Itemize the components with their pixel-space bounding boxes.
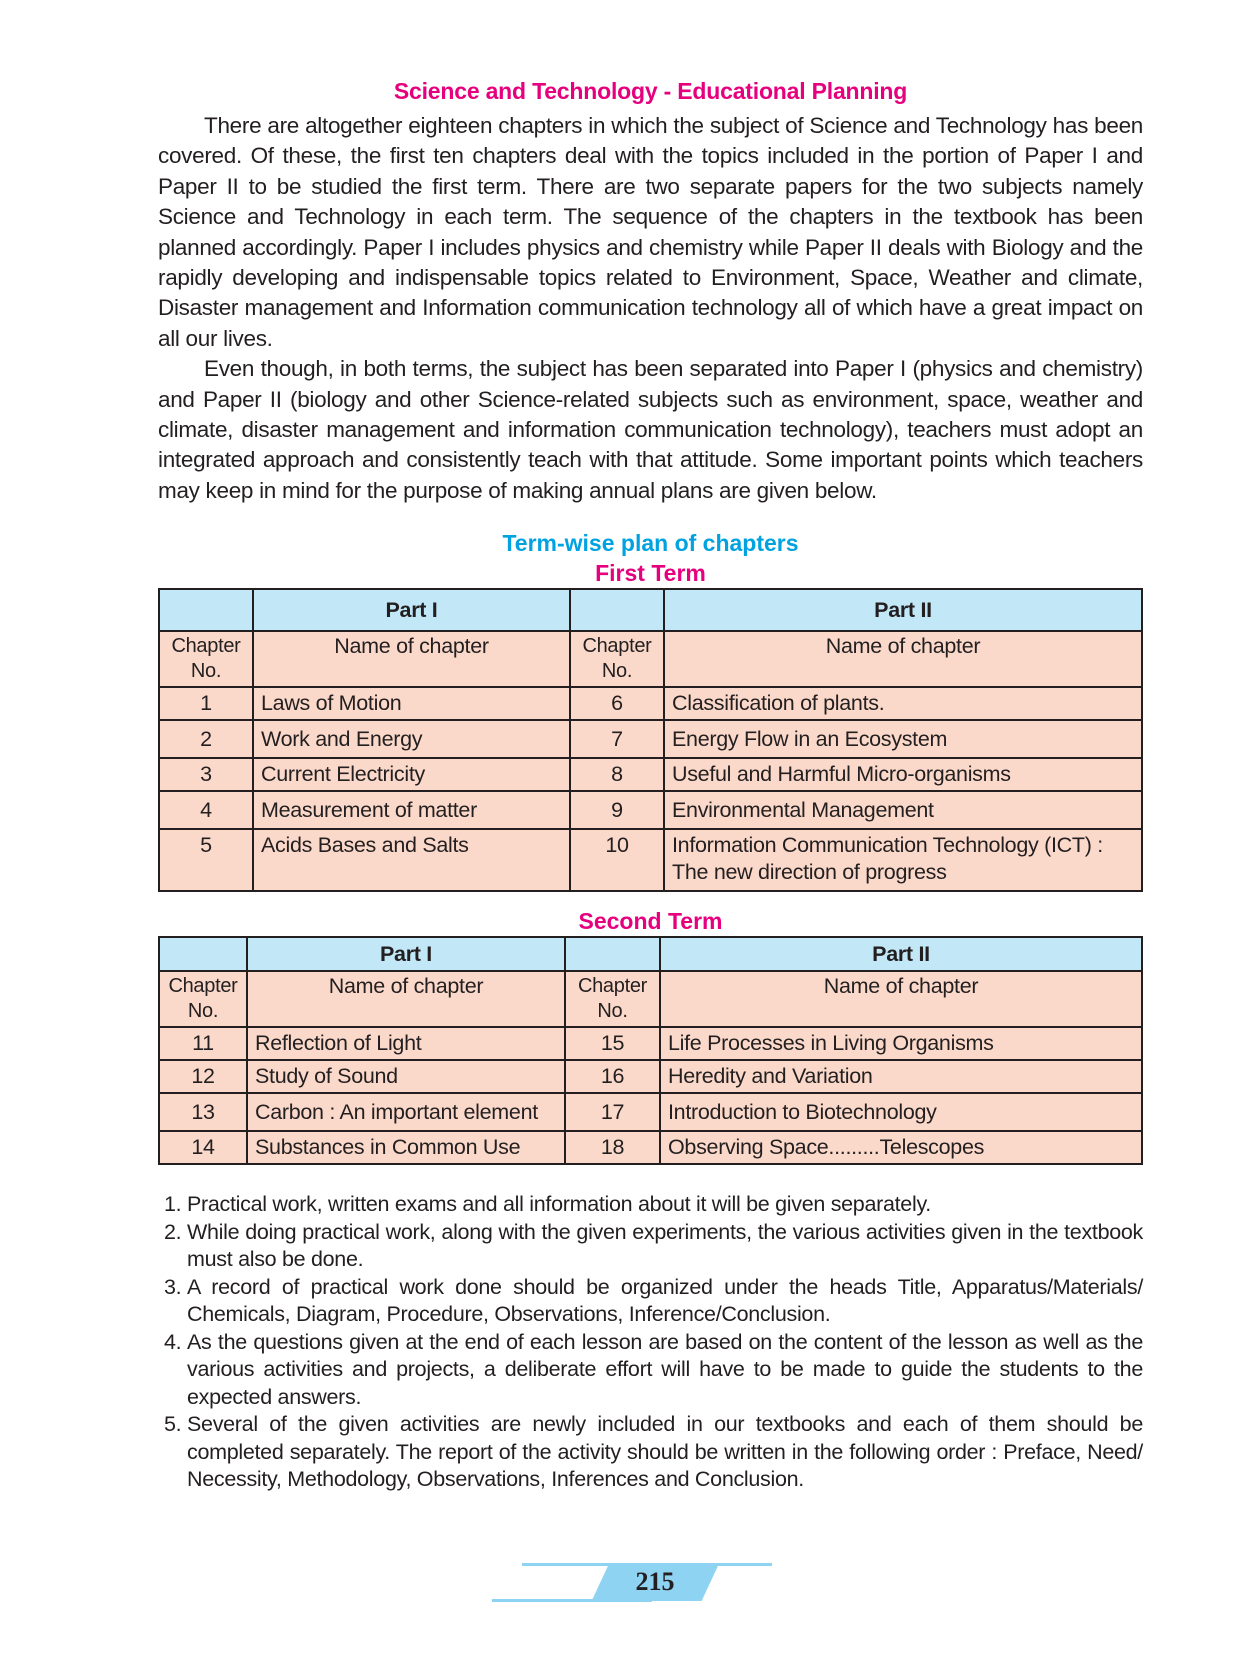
chapter-name: Introduction to Biotechnology (660, 1093, 1142, 1131)
table-header-row (159, 589, 1142, 631)
chapter-name: Classification of plants. (664, 687, 1142, 720)
chapter-name: Heredity and Variation (660, 1060, 1142, 1093)
chapter-name: Energy Flow in an Ecosystem (664, 720, 1142, 758)
second-term-heading: Second Term (578, 908, 723, 935)
chapter-number: 6 (570, 687, 664, 720)
chapter-name: Acids Bases and Salts (253, 829, 570, 891)
table-row (159, 1027, 1142, 1060)
chapter-name: Current Electricity (253, 758, 570, 791)
chapter-name-header: Name of chapter (664, 631, 1142, 687)
chapter-number: 16 (565, 1060, 660, 1093)
table-subheader-row (159, 631, 1142, 687)
first-term-table (158, 588, 1143, 892)
chapter-number: 4 (159, 791, 253, 829)
part1-header: Part I (247, 937, 565, 971)
part2-header: Part II (660, 937, 1142, 971)
chapter-number: 17 (565, 1093, 660, 1131)
chapter-number: 5 (159, 829, 253, 891)
notes-list (158, 1191, 1143, 1494)
chapter-name: Laws of Motion (253, 687, 570, 720)
chapter-name: Information Communication Technology (ICT) : The new direction of progress (664, 829, 1142, 891)
first-term-heading: First Term (595, 560, 706, 587)
chapter-number: 10 (570, 829, 664, 891)
chapter-number: 13 (159, 1093, 247, 1131)
list-item: 2. While doing practical work, along with the given experiments, the various activities given in the textbook must also be done. (187, 1219, 1143, 1274)
chapter-number: 8 (570, 758, 664, 791)
chapter-number: 11 (159, 1027, 247, 1060)
chapter-number: 3 (159, 758, 253, 791)
chapter-no-header: Chapter No. (570, 631, 664, 687)
table-subheader-row (159, 971, 1142, 1027)
chapter-number: 2 (159, 720, 253, 758)
page-title: Science and Technology - Educational Planning (393, 78, 908, 104)
chapter-name: Useful and Harmful Micro-organisms (664, 758, 1142, 791)
approach-paragraph: Even though, in both terms, the subject has been separated into Paper I (physics and chemistry) and Paper II (biology and other Science-related subjects such as environment, space, weather and climate, disaster management and information communication technology), teachers must adopt an integrated approach and consistently teach with that attitude. Some important points which teachers may keep in mind for the purpose of making annual plans are given below. (158, 356, 1143, 503)
chapter-name-header: Name of chapter (660, 971, 1142, 1027)
chapter-name: Life Processes in Living Organisms (660, 1027, 1142, 1060)
chapter-number: 7 (570, 720, 664, 758)
plan-heading: Term-wise plan of chapters (502, 530, 799, 557)
chapter-name: Study of Sound (247, 1060, 565, 1093)
chapter-number: 14 (159, 1131, 247, 1164)
chapter-name: Measurement of matter (253, 791, 570, 829)
chapter-number: 1 (159, 687, 253, 720)
chapter-no-header: Chapter No. (159, 971, 247, 1027)
intro-paragraph: There are altogether eighteen chapters in which the subject of Science and Technology has been covered. Of these, the first ten chapters deal with the topics included in the portion of Paper I and Paper II to be studied the first term. There are two separate papers for the two subjects namely Science and Technology in each term. The sequence of the chapters in the textbook has been planned accordingly. Paper I includes physics and chemistry while Paper II deals with Biology and the rapidly developing and indispensable topics related to Environment, Space, Weather and climate, Disaster management and Information communication technology all of which have a great impact on all our lives. (158, 113, 1143, 351)
chapter-name: Environmental Management (664, 791, 1142, 829)
chapter-name: Substances in Common Use (247, 1131, 565, 1164)
chapter-number: 18 (565, 1131, 660, 1164)
table-row (159, 1131, 1142, 1164)
chapter-name: Reflection of Light (247, 1027, 565, 1060)
table-row (159, 720, 1142, 758)
table-header-row (159, 937, 1142, 971)
table-row (159, 829, 1142, 891)
chapter-no-header: Chapter No. (159, 631, 253, 687)
page-content (158, 78, 1143, 1494)
page-number: 215 (635, 1567, 675, 1596)
part2-header: Part II (664, 589, 1142, 631)
part1-header: Part I (253, 589, 570, 631)
chapter-name-header: Name of chapter (247, 971, 565, 1027)
page-footer (522, 1563, 772, 1603)
chapter-name: Observing Space.........Telescopes (660, 1131, 1142, 1164)
table-row (159, 1093, 1142, 1131)
table-row (159, 791, 1142, 829)
chapter-number: 12 (159, 1060, 247, 1093)
table-row (159, 758, 1142, 791)
list-item: 3. A record of practical work done should be organized under the heads Title, Apparatus/Materials/ Chemicals, Diagram, Procedure, Observations, Inference/Conclusion. (187, 1274, 1143, 1329)
chapter-name: Work and Energy (253, 720, 570, 758)
second-term-table (158, 936, 1143, 1165)
list-item: 5. Several of the given activities are newly included in our textbooks and each of them should be completed separately. The report of the activity should be written in the following order : Preface, Need/ Necessity, Methodology, Observations, Inferences and Conclusion. (187, 1411, 1143, 1494)
chapter-name-header: Name of chapter (253, 631, 570, 687)
chapter-number: 15 (565, 1027, 660, 1060)
table-row (159, 1060, 1142, 1093)
list-item: 4. As the questions given at the end of each lesson are based on the content of the lesson as well as the various activities and projects, a deliberate effort will have to be made to guide the students to the expected answers. (187, 1329, 1143, 1412)
table-row (159, 687, 1142, 720)
chapter-name: Carbon : An important element (247, 1093, 565, 1131)
chapter-number: 9 (570, 791, 664, 829)
list-item: 1. Practical work, written exams and all information about it will be given separately. (187, 1191, 1143, 1219)
chapter-no-header: Chapter No. (565, 971, 660, 1027)
